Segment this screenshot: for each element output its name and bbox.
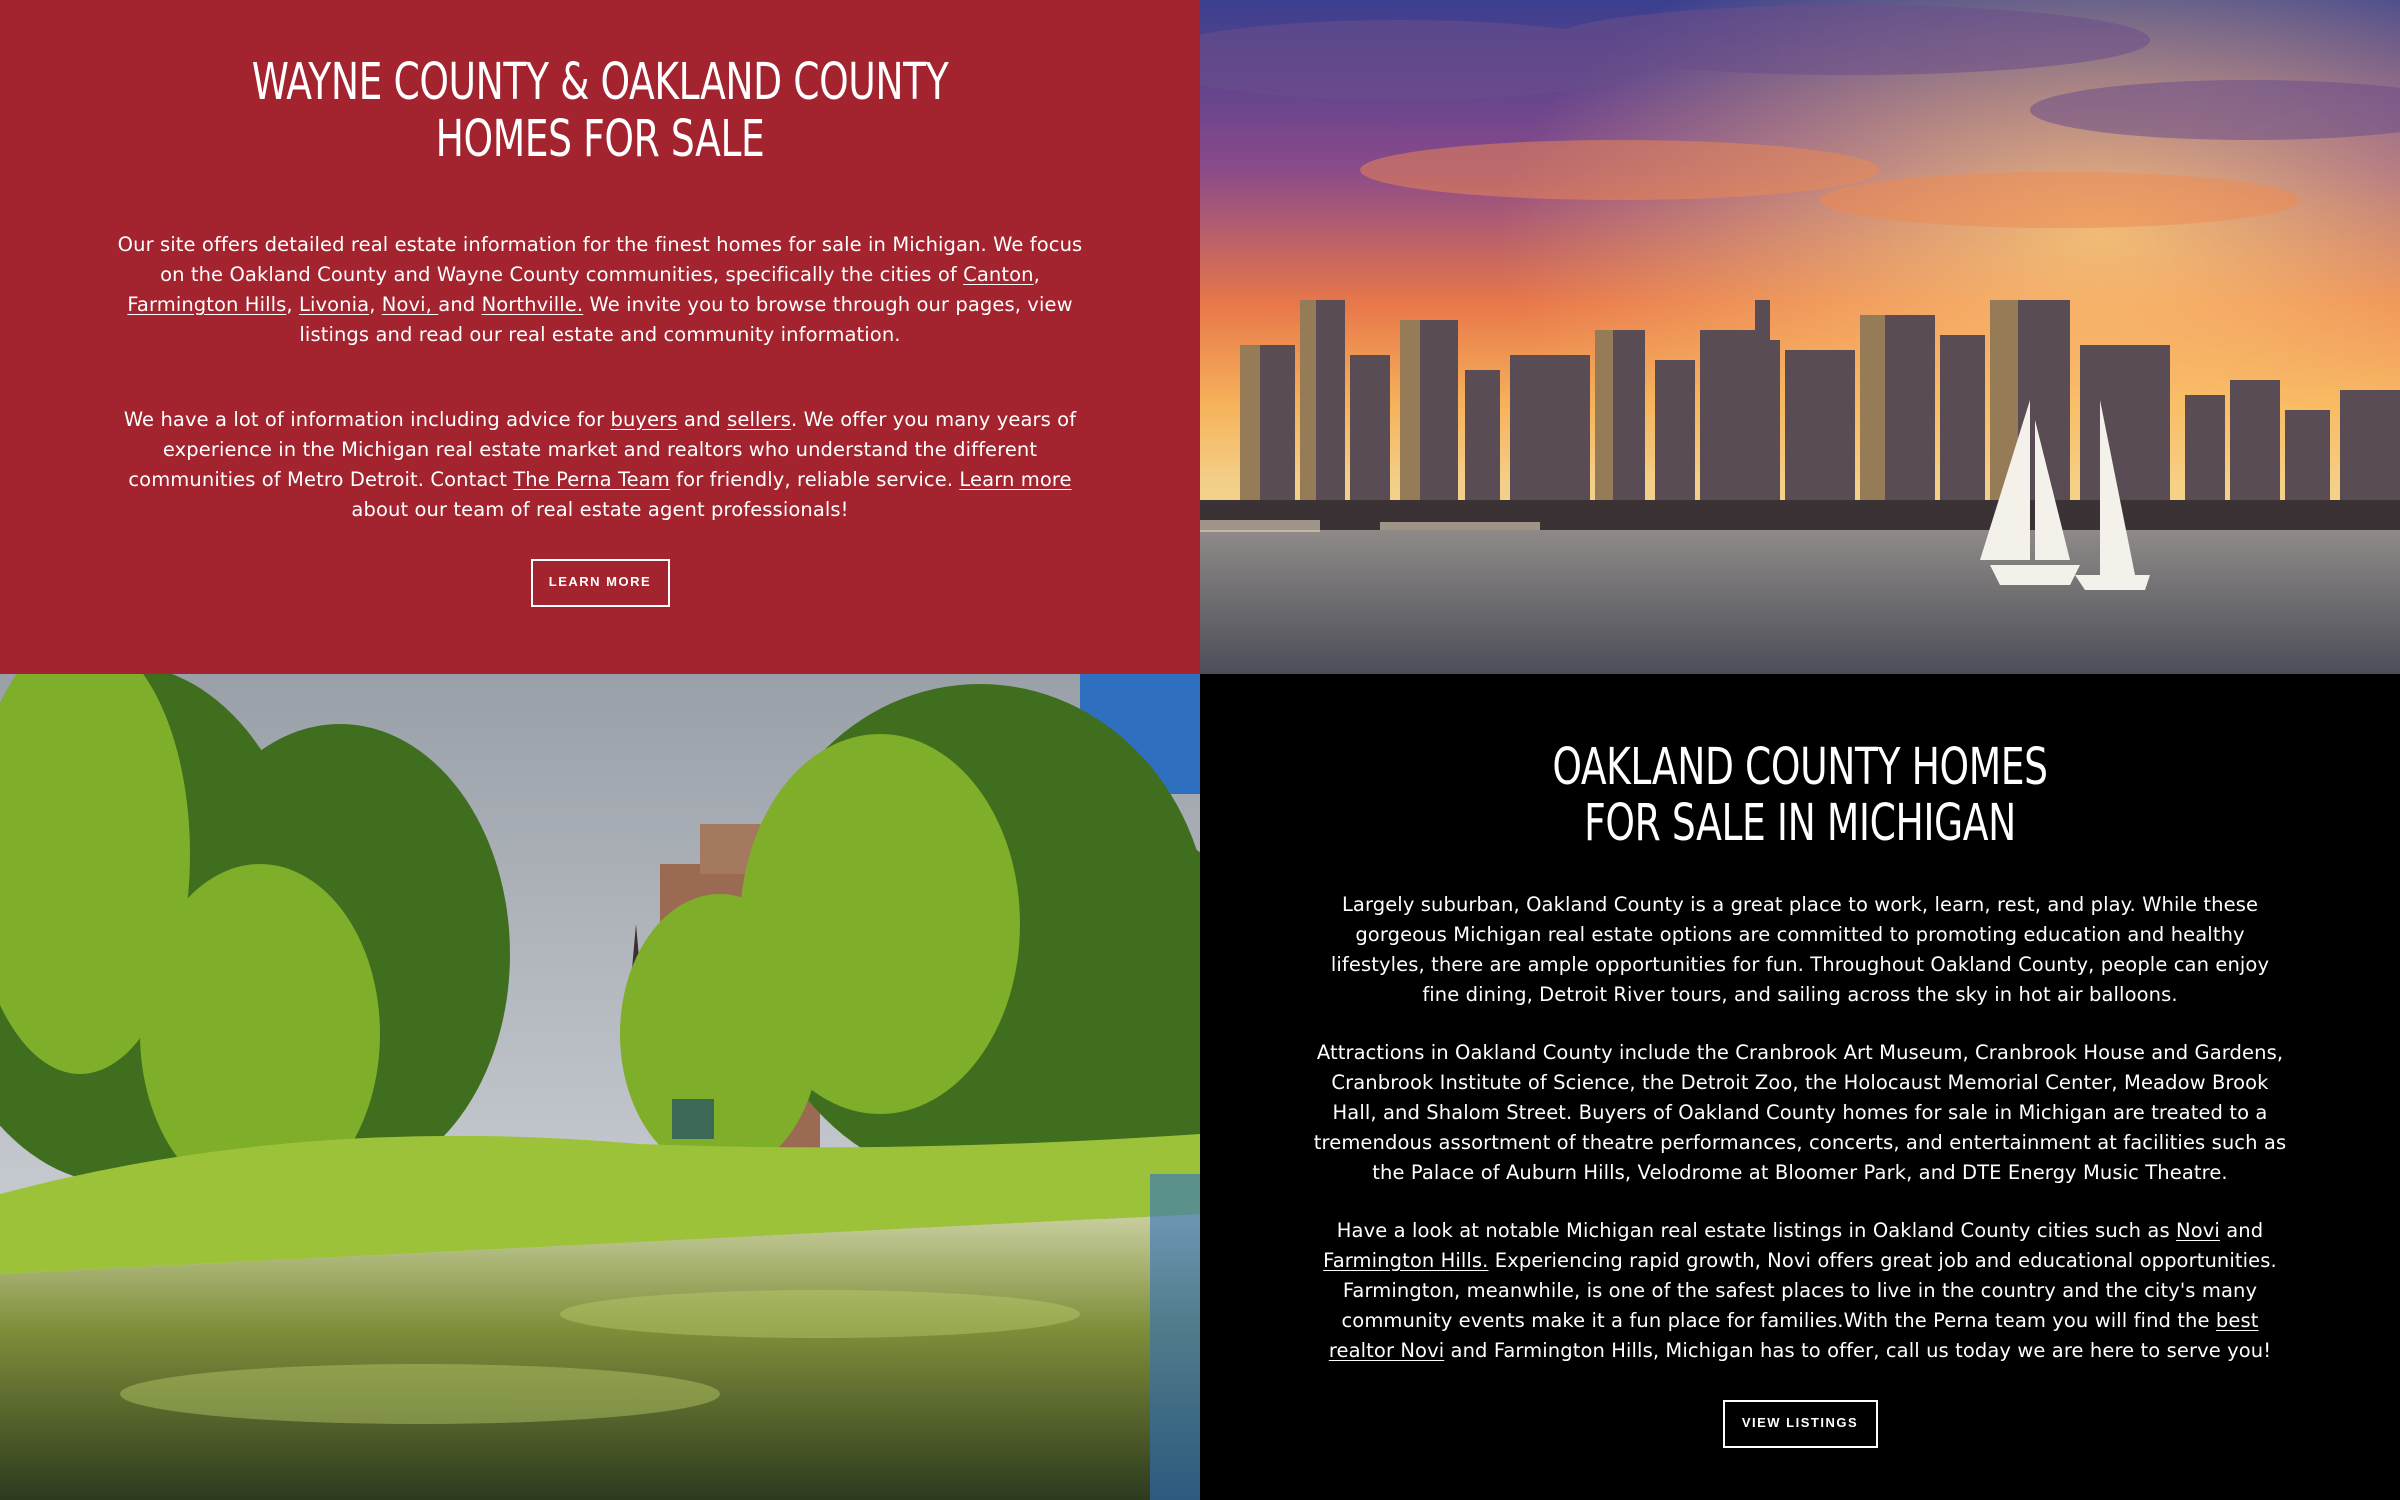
link-novi[interactable]: Novi [2176, 1219, 2220, 1242]
text: for friendly, reliable service. [669, 468, 960, 491]
title-line-2: HOMES FOR SALE [435, 110, 765, 169]
intro-paragraph-2 [105, 405, 1095, 525]
text: Our site offers detailed real estate information for the finest homes for sale in Michigan. We focus on the Oakland County and Wayne County communities, specifically the cities of [117, 233, 1083, 286]
text: and [438, 293, 482, 316]
oakland-section [1200, 674, 2400, 1500]
skyline-illustration [1200, 0, 2400, 674]
title-line-2: FOR SALE IN MICHIGAN [1584, 794, 2016, 853]
text: about our team of real estate agent professionals! [351, 498, 849, 521]
link-buyers[interactable]: buyers [610, 408, 678, 431]
text: , [286, 293, 299, 316]
text: and Farmington Hills, Michigan has to offer, call us today we are here to serve you! [1444, 1339, 2272, 1362]
text: We invite you to browse through our pages, view listings and read our real estate and community information. [299, 293, 1073, 346]
wayne-intro-section [0, 0, 1200, 674]
text: Have a look at notable Michigan real estate listings in Oakland County cities such as [1336, 1219, 2177, 1242]
text: and [677, 408, 728, 431]
park-pond-image [0, 674, 1200, 1500]
learn-more-button[interactable]: LEARN MORE [531, 559, 670, 607]
section-title [1308, 674, 2292, 852]
link-sellers[interactable]: sellers [727, 408, 792, 431]
text: and [2219, 1219, 2264, 1242]
link-northville[interactable]: Northville. [481, 293, 584, 316]
link-farmington-hills[interactable]: Farmington Hills [127, 293, 287, 316]
text: , [1033, 263, 1040, 286]
title-line-1: WAYNE COUNTY & OAKLAND COUNTY [251, 53, 949, 112]
link-canton[interactable]: Canton [963, 263, 1034, 286]
text: We have a lot of information including advice for [123, 408, 611, 431]
text: Experiencing rapid growth, Novi offers great job and educational opportunities. Farmington, meanwhile, is one of the safest places to live in the country and the city's many community events make it a fun place for families.With the Perna team you will find the [1341, 1249, 2277, 1332]
link-novi[interactable]: Novi, [381, 293, 439, 316]
park-illustration [0, 674, 1200, 1500]
link-learn-more[interactable]: Learn more [959, 468, 1072, 491]
text: . We offer you many years of experience in the Michigan real estate market and realtors who understand the different communities of Metro Detroit. Contact [128, 408, 1077, 491]
oakland-paragraph-3 [1310, 1216, 2290, 1366]
text: , [369, 293, 382, 316]
oakland-paragraph-1: Largely suburban, Oakland County is a great place to work, learn, rest, and play. While these gorgeous Michigan real estate options are committed to promoting education and healthy lifestyles, there are ample opportunities for fun. Throughout Oakland County, people can enjoy fine dining, Detroit River tours, and sailing across the sky in hot air balloons. [1330, 893, 2270, 1006]
view-listings-button[interactable]: VIEW LISTINGS [1723, 1400, 1878, 1448]
intro-paragraph-1 [105, 230, 1095, 350]
link-best-realtor-novi[interactable]: best realtor Novi [1328, 1309, 2259, 1362]
link-livonia[interactable]: Livonia [299, 293, 370, 316]
link-perna-team[interactable]: The Perna Team [513, 468, 670, 491]
title-line-1: OAKLAND COUNTY HOMES [1552, 738, 2048, 797]
link-farmington-hills[interactable]: Farmington Hills. [1323, 1249, 1489, 1272]
oakland-paragraph-2: Attractions in Oakland County include the Cranbrook Art Museum, Cranbrook House and Gardens, Cranbrook Institute of Science, the Detroit Zoo, the Holocaust Memorial Center, Meadow Brook Hall, and Shalom Street. Buyers of Oakland County homes for sale in Michigan are treated to a tremendous assortment of theatre performances, concerts, and entertainment at facilities such as the Palace of Auburn Hills, Velodrome at Bloomer Park, and DTE Energy Music Theatre. [1313, 1041, 2287, 1184]
city-skyline-image [1200, 0, 2400, 674]
section-title [108, 0, 1092, 168]
